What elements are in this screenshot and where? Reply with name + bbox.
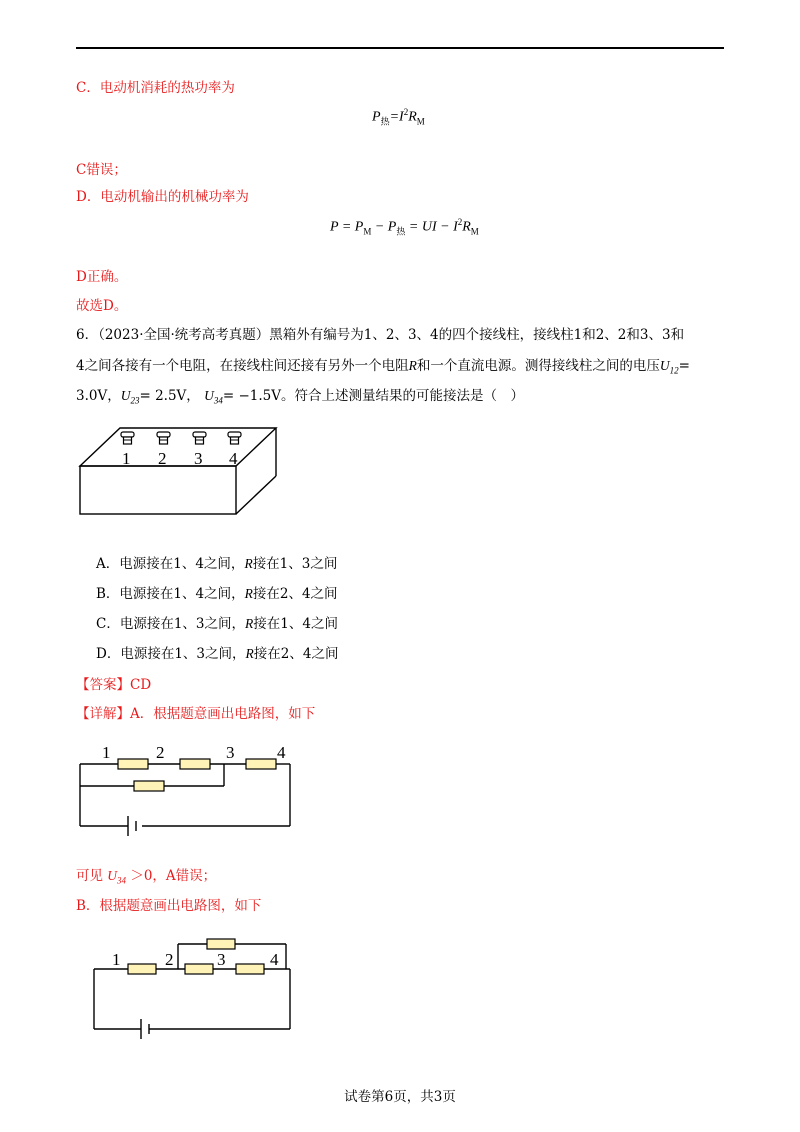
option-a: A．电源接在1、4之间，R接在1、3之间 [96, 556, 338, 572]
d-correct-text: D正确。 [76, 269, 128, 285]
circuit-diagram-b [90, 935, 300, 1035]
resistor-1-2 [128, 964, 156, 974]
b-intro-line: B．根据题意画出电路图，如下 [76, 898, 262, 914]
question-6-line2: 4之间各接有一个电阻，在接线柱间还接有另外一个电阻R和一个直流电源。测得接线柱之间的电压$U_{12}=$ [76, 358, 690, 376]
resistor-r [134, 781, 164, 791]
resistor-1-2 [118, 759, 148, 769]
see-a-line: 可见 $U_{34} >0$，A错误； [76, 868, 217, 886]
question-6-line1: 6．（2023·全国·统考高考真题）黑箱外有编号为1、2、3、4的四个接线柱，接线柱1和2、2和3、3和 [76, 327, 685, 343]
terminal-post [121, 432, 134, 444]
option-c-intro: C．电动机消耗的热功率为 [76, 80, 235, 96]
node-label-4: 4 [270, 950, 279, 969]
terminal-post [228, 432, 241, 444]
detail-line: 【详解】A．根据题意画出电路图，如下 [76, 706, 316, 722]
terminal-post [193, 432, 206, 444]
option-c: C．电源接在1、3之间，R接在1、4之间 [96, 616, 338, 632]
option-d-intro: D．电动机输出的机械功率为 [76, 189, 249, 205]
node-label-3: 3 [226, 743, 235, 762]
resistor-3-4 [246, 759, 276, 769]
terminal-label-1: 1 [122, 449, 131, 468]
terminal-label-3: 3 [194, 449, 203, 468]
black-box-figure [78, 424, 278, 516]
header-rule [76, 47, 724, 49]
terminal-label-4: 4 [229, 449, 238, 468]
circuit-diagram-a [76, 738, 296, 833]
question-6-line3: 3.0V，$U_{23}= 2.5V$， $U_{34}= -1.5V$。符合上述测量结果的可能接法是（ ） [76, 388, 524, 406]
node-label-1: 1 [112, 950, 121, 969]
formula-heat-power: $P_热=I^2R_M$ [372, 107, 425, 127]
resistor-2-3 [180, 759, 210, 769]
node-label-4: 4 [277, 743, 286, 762]
node-label-2: 2 [156, 743, 165, 762]
terminal-post [157, 432, 170, 444]
option-b: B．电源接在1、4之间，R接在2、4之间 [96, 586, 338, 602]
resistor-r [207, 939, 235, 949]
formula-mech-power: $P = P_M - P_热$ = UI − $I^2R_M$ [330, 217, 479, 237]
terminal-label-2: 2 [158, 449, 167, 468]
node-label-3: 3 [217, 950, 226, 969]
page-footer: 试卷第6页，共3页 [344, 1089, 456, 1105]
resistor-3-4 [236, 964, 264, 974]
c-wrong-text: C错误； [76, 162, 127, 178]
node-label-1: 1 [102, 743, 111, 762]
option-d: D．电源接在1、3之间，R接在2、4之间 [96, 646, 339, 662]
resistor-2-3 [185, 964, 213, 974]
answer-line: 【答案】CD [76, 677, 152, 693]
node-label-2: 2 [165, 950, 174, 969]
choose-text: 故选D。 [76, 298, 128, 314]
